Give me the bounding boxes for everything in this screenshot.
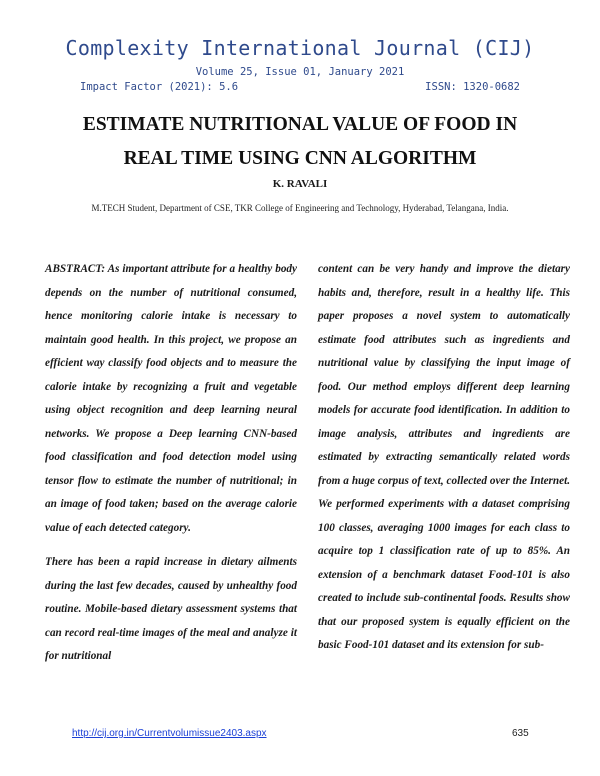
left-column <box>45 258 297 669</box>
paper-title-line-1: ESTIMATE NUTRITIONAL VALUE OF FOOD IN <box>82 114 518 135</box>
paper-title-line-2: REAL TIME USING CNN ALGORITHM <box>123 148 477 169</box>
abstract-paragraph: ABSTRACT: As important attribute for a healthy body depends on the number of nutritional consumed, hence monitoring calorie intake is necessary to maintain good health. In this project, we propose an efficient way classify food objects and to measure the calorie intake by recognizing a fruit and vegetable using object recognition and deep learning neural networks. We propose a Deep learning CNN-based food classification and food detection model using tensor flow to estimate the number of nutritional; in an image of food taken; based on the average calorie value of each detected category. <box>45 263 297 534</box>
intro-continued-paragraph: content can be very handy and improve the dietary habits and, therefore, result in a healthy life. This paper proposes a novel system to automatically estimate food attributes such as ingredients and nutritional value by classifying the input image of food. Our method employs different deep learning models for accurate food identification. In addition to image analysis, attributes and ingredients are estimated by extracting semantically related words from a huge corpus of text, collected over the Internet. We performed experiments with a dataset comprising 100 classes, averaging 1000 images for each class to acquire top 1 classification rate of up to 85%. An extension of a benchmark dataset Food-101 is also created to include sub-continental foods. Results show that our proposed system is equally efficient on the basic Food-101 dataset and its extension for sub- <box>318 263 570 651</box>
right-column <box>318 258 570 658</box>
journal-name: Complexity International Journal (CIJ) <box>65 36 535 60</box>
page-number: 635 <box>512 728 529 739</box>
issn: ISSN: 1320-0682 <box>425 81 520 93</box>
author-affiliation: M.TECH Student, Department of CSE, TKR College of Engineering and Technology, Hyderabad, Telangana, India. <box>91 203 509 213</box>
volume-issue: Volume 25, Issue 01, January 2021 <box>195 66 405 78</box>
author-name: K. RAVALI <box>272 178 328 190</box>
journal-url-link[interactable]: http://cij.org.in/Currentvolumissue2403.aspx <box>72 728 267 739</box>
intro-paragraph: There has been a rapid increase in dietary ailments during the last few decades, caused by unhealthy food routine. Mobile-based dietary assessment systems that can record real-time images of the meal and analyze it for nutritional <box>45 556 297 662</box>
paper-title <box>40 108 560 176</box>
impact-factor: Impact Factor (2021): 5.6 <box>80 81 239 93</box>
